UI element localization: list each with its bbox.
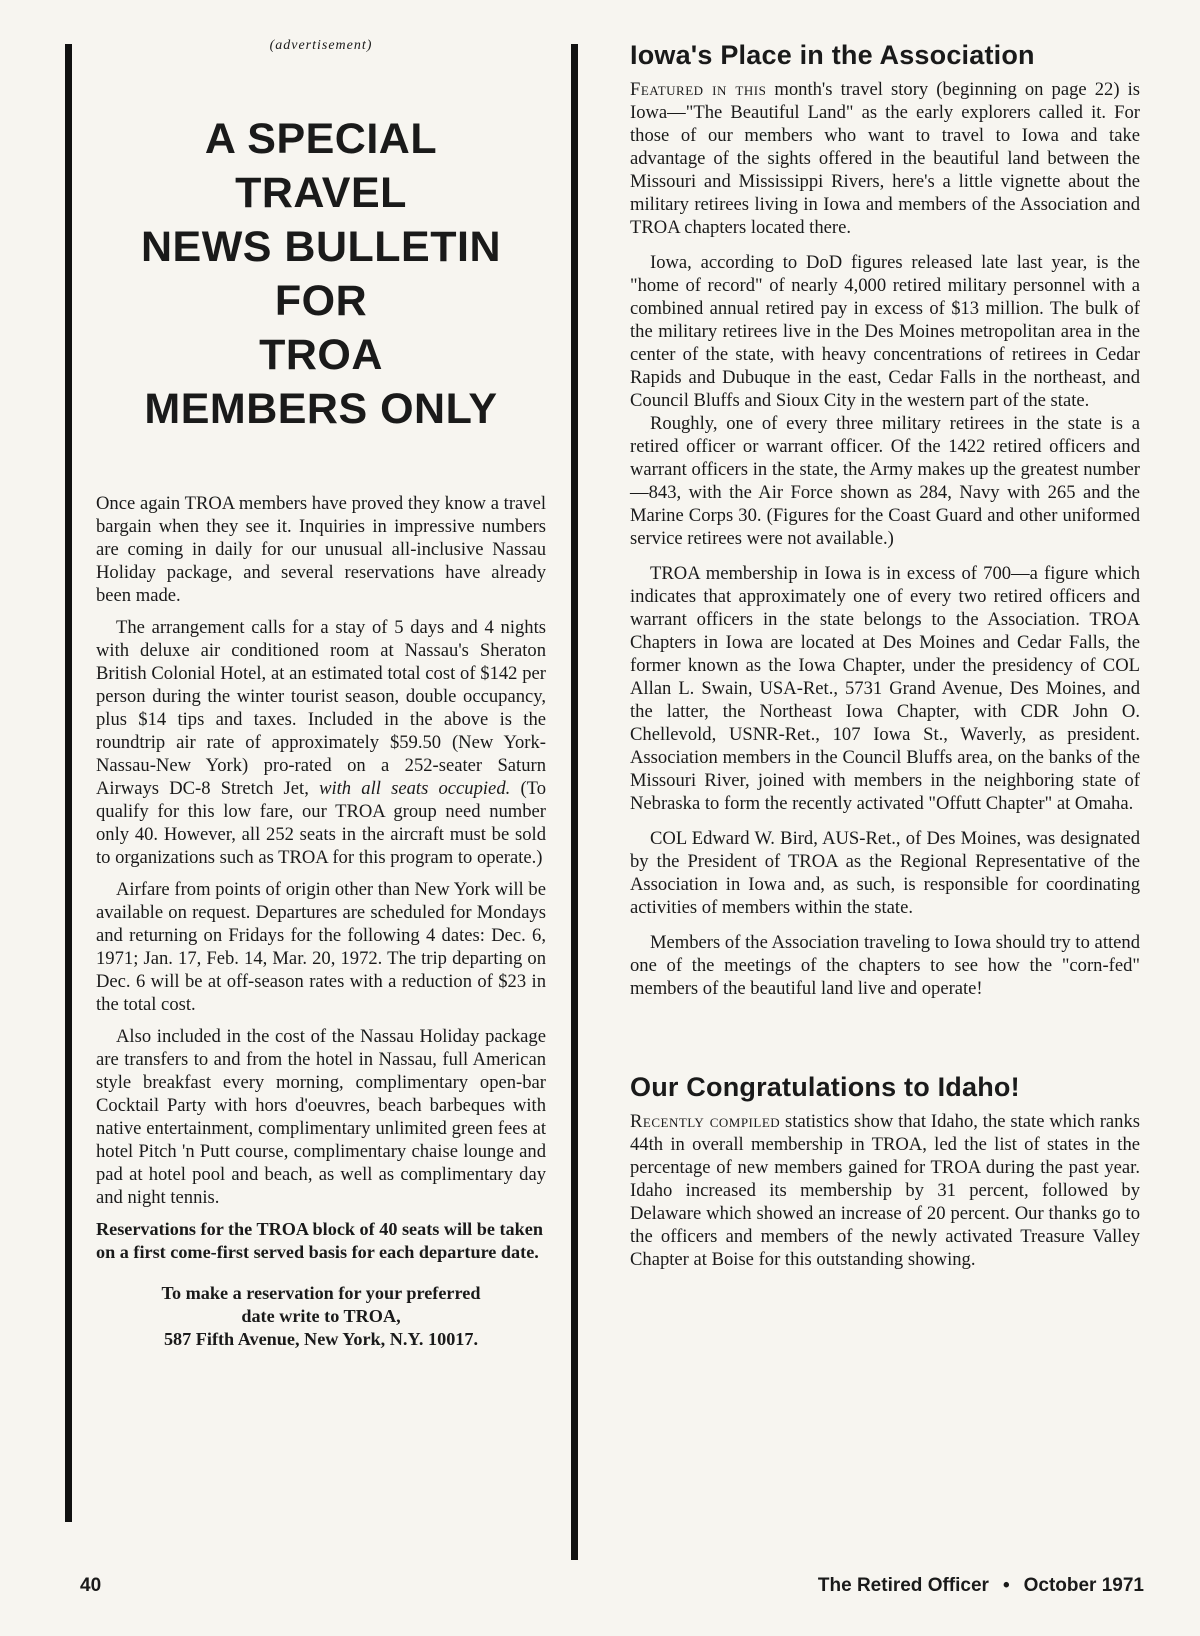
contact-line: 587 Fifth Avenue, New York, N.Y. 10017. xyxy=(163,1329,479,1350)
reservation-contact xyxy=(96,1282,546,1351)
ad-paragraph-text: The arrangement calls for a stay of 5 days and 4 nights with deluxe air conditioned room at Nassau's Sheraton British Colonial Hotel, at an estimated total cost of $142 per person during the winter tourist season, double occupancy, plus $14 tips and taxes. Included in the above is the roundtrip air rate of approximately $59.50 (New York-Nassau-New York) pro-rated on a 252-seater Saturn Airways DC-8 Stretch Jet, xyxy=(96,617,546,799)
headline-line: A SPECIAL xyxy=(204,115,438,163)
ad-paragraph: Also included in the cost of the Nassau Holiday package are transfers to and from the hotel in Nassau, full American style breakfast every morning, complimentary open-bar Cocktail Party with hors d'oeuvres, beach barbeques with native entertainment, complimentary unlimited green fees at hotel Pitch 'n Putt course, complimentary chaise lounge and pad at hotel pool and beach, as well as complimentary day and night tennis. xyxy=(96,1026,546,1208)
article-paragraph: COL Edward W. Bird, AUS-Ret., of Des Moines, was designated by the President of TROA as the Regional Representative of the Association in Iowa and, as such, is responsible for coordinating activities of members within the state. xyxy=(630,828,1140,918)
advertisement-label: (advertisement) xyxy=(269,38,373,53)
publication-title: The Retired Officer xyxy=(817,1575,989,1596)
article-paragraph: Roughly, one of every three military retirees in the state is a retired officer or warrant officer. Of the 1422 retired officers and warrant officers in the state, the Army makes up the greatest number—843, with the Air Force shown as 284, Navy with 265 and the Marine Corps 30. (Figures for the Coast Guard and other uniformed service retirees were not available.) xyxy=(630,413,1140,549)
ad-paragraph xyxy=(96,616,546,869)
ad-paragraph-text: (To qualify for this low fare, our TROA group need number only 40. However, all 252 seats in the aircraft must be sold to organizations such as TROA for this program to operate.) xyxy=(96,778,547,868)
lead-in-caps: Featured in this xyxy=(630,79,767,100)
bulletin-headline xyxy=(96,112,546,436)
page-number: 40 xyxy=(80,1575,102,1596)
center-column-rule xyxy=(571,44,578,1560)
separator-dot: • xyxy=(1002,1575,1010,1596)
lead-in-caps: Recently compiled xyxy=(630,1111,781,1132)
contact-line: date write to TROA, xyxy=(241,1306,401,1327)
article-paragraph: Iowa, according to DoD figures released late last year, is the "home of record" of nearly 4,000 retired military personnel with a combined annual retired pay in excess of $13 million. The bulk of the military retirees live in the Des Moines metropolitan area in the center of the state, with heavy concentrations of retirees in Cedar Rapids and Dubuque in the east, Cedar Falls in the northeast, and Council Bluffs and Sioux City in the western part of the state. xyxy=(630,252,1140,411)
reservation-note: Reservations for the TROA block of 40 seats will be taken on a first come-first served basis for each departure date. xyxy=(96,1219,543,1262)
advertisement-column xyxy=(96,38,546,1369)
ad-paragraph: Airfare from points of origin other than New York will be available on request. Departures are scheduled for Mondays and returning on Fridays for the following 4 dates: Dec. 6, 1971; Jan. 17, Feb. 14, Mar. 20, 1972. The trip departing on Dec. 6 will be at off-season rates with a reduction of $23 in the total cost. xyxy=(96,879,546,1015)
publication-credit xyxy=(818,1575,1144,1597)
idaho-article-title: Our Congratulations to Idaho! xyxy=(630,1072,1020,1102)
ad-paragraph-italic: with all seats occupied. xyxy=(319,778,511,799)
left-column-rule xyxy=(65,44,72,1522)
contact-line: To make a reservation for your preferred xyxy=(161,1283,481,1304)
headline-line: FOR xyxy=(274,277,368,325)
iowa-article-title: Iowa's Place in the Association xyxy=(630,40,1035,70)
headline-line: NEWS BULLETIN xyxy=(140,223,502,271)
article-paragraph xyxy=(630,78,1140,239)
headline-line: TROA xyxy=(259,331,383,379)
article-paragraph-text: month's travel story (beginning on page 22) is Iowa—"The Beautiful Land" as the early explorers called it. For those of our members who want to travel to Iowa and take advantage of the sights offered in the beautiful land between the Missouri and Mississippi Rivers, here's a little vignette about the military retirees living in Iowa and members of the Association and TROA chapters located there. xyxy=(630,79,1140,238)
article-paragraph-text: statistics show that Idaho, the state which ranks 44th in overall membership in TROA, led the list of states in the percentage of new members gained for TROA during the past year. Idaho increased its membership by 31 percent, followed by Delaware which showed an increase of 20 percent. Our thanks go to the officers and members of the newly activated Treasure Valley Chapter at Boise for this outstanding showing. xyxy=(630,1111,1140,1270)
ad-paragraph: Once again TROA members have proved they know a travel bargain when they see it. Inquiries in impressive numbers are coming in daily for our unusual all-inclusive Nassau Holiday package, and several reservations have already been made. xyxy=(96,493,546,606)
headline-line: TRAVEL xyxy=(235,169,407,217)
article-paragraph: TROA membership in Iowa is in excess of 700—a figure which indicates that approximately one of every two retired officers and warrant officers in the state belongs to the Association. TROA Chapters in Iowa are located at Des Moines and Cedar Falls, the former known as the Iowa Chapter, under the presidency of COL Allan L. Swain, USA-Ret., 5731 Grand Avenue, Des Moines, and the latter, the Northeast Iowa Chapter, with CDR John O. Chellevold, USNR-Ret., 107 Iowa St., Waverly, as president. Association members in the Council Bluffs area, on the banks of the Missouri River, joined with members in the neighboring state of Nebraska to form the recently activated "Offutt Chapter" at Omaha. xyxy=(630,563,1140,814)
article-paragraph xyxy=(630,1110,1140,1271)
headline-line: MEMBERS ONLY xyxy=(144,385,498,433)
article-column xyxy=(630,38,1140,1283)
article-paragraph: Members of the Association traveling to Iowa should try to attend one of the meetings of the chapters to see how the "corn-fed" members of the beautiful land live and operate! xyxy=(630,932,1140,999)
issue-date: October 1971 xyxy=(1023,1575,1144,1596)
